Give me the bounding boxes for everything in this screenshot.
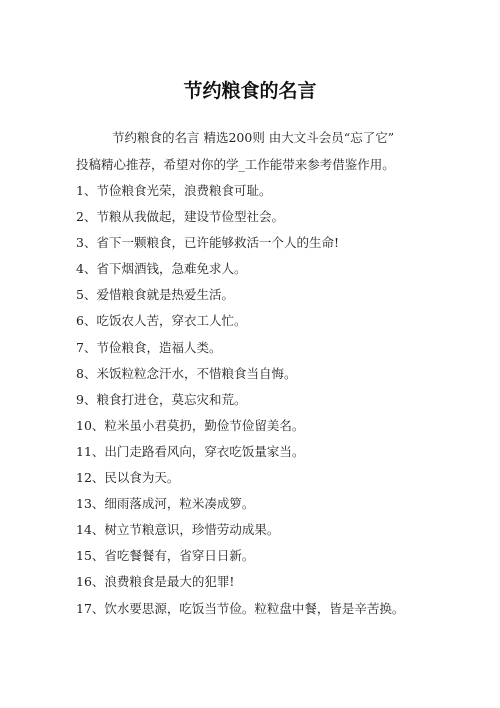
list-item: 13、细雨落成河，粒米凑成箩。 [76,496,255,512]
list-item: 10、粒米虽小君莫扔，勤俭节俭留美名。 [76,417,305,433]
list-item: 6、吃饭农人苦，穿衣工人忙。 [76,313,247,329]
intro-line: 投稿精心推荐，希望对你的学_工作能带来参考借鉴作用。 [76,157,395,172]
list-item: 9、粮食打进仓，莫忘灾和荒。 [76,391,247,407]
page-title: 节约粮食的名言 [183,80,317,102]
list-item: 1、节俭粮食光荣，浪费粮食可耻。 [76,183,272,198]
list-item: 7、节俭粮食，造福人类。 [76,339,222,355]
list-item: 16、浪费粮食是最大的犯罪! [76,574,235,590]
list-item: 5、爱惜粮食就是热爱生活。 [76,287,234,303]
list-item: 11、出门走路看风向，穿衣吃饭量家当。 [76,443,305,459]
quote-list [76,178,476,622]
list-item: 12、民以食为天。 [76,470,180,486]
list-item: 14、树立节粮意识，珍惜劳动成果。 [76,522,280,538]
list-item: 17、饮水要思源，吃饭当节俭。粒粒盘中餐，皆是辛苦换。 [76,600,405,616]
list-item: 2、节粮从我做起，建设节俭型社会。 [76,209,284,225]
list-item: 4、省下烟酒钱，急难免求人。 [76,261,247,277]
intro-line: 节约粮食的名言 精选200则 由大文斗会员“忘了它” [112,130,395,145]
list-item: 3、省下一颗粮食，已许能够救活一个人的生命! [76,235,339,251]
list-item: 15、省吃餐餐有，省穿日日新。 [76,548,255,564]
list-item: 8、米饭粒粒念汗水，不惜粮食当自悔。 [76,365,297,381]
intro-paragraph [76,124,456,178]
